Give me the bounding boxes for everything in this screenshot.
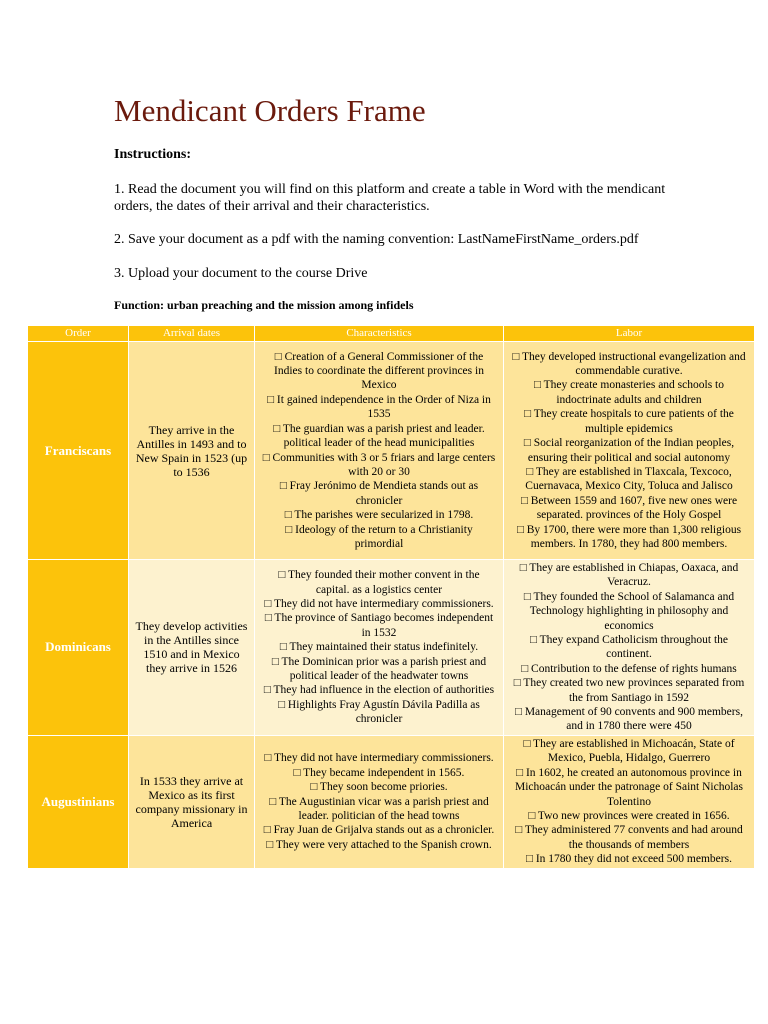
bullet-item: □ Ideology of the return to a Christianity primordial [285,523,473,550]
bullet-item: □ Creation of a General Commissioner of the Indies to coordinate the different provinces in Mexico [274,350,484,392]
bullet-item: □ Two new provinces were created in 1656. [528,809,730,822]
bullet-item: □ They create hospitals to cure patients of the multiple epidemics [524,408,734,435]
header-arrival-dates: Arrival dates [129,326,255,342]
bullet-item: □ Between 1559 and 1607, five new ones were separated. provinces of the Holy Gospel [520,494,738,522]
arrival-dates [129,560,255,736]
labor-list [506,350,752,552]
characteristics-list [257,751,501,852]
bullet-item: □ They founded the School of Salamanca and Technology highlighting in philosophy and economics [523,590,735,632]
bullet-item: □ In 1780 they did not exceed 500 members. [526,853,732,866]
characteristics-list [257,350,501,552]
arrival-text: They arrive in the Antilles in 1493 and to New Spain in 1523 (up to 1536 [135,422,248,479]
bullet-item: □ The Dominican prior was a parish priest and political leader of the headwater towns [271,655,487,683]
bullet-item: □ Management of 90 convents and 900 members, and in 1780 there were 450 [515,706,743,733]
bullet-item: □ They created two new provinces separated from the from Santiago in 1592 [513,677,745,704]
instruction-step-3: 3. Upload your document to the course Drive [114,266,368,281]
bullet-item: □ They expand Catholicism throughout the continent. [529,634,729,661]
bullet-item: □ Highlights Fray Agustín Dávila Padilla as chronicler [278,698,480,726]
bullet-item: □ The Augustinian vicar was a parish priest and leader. politician of the head towns [269,795,489,822]
bullet-item: □ They did not have intermediary commissioners. [264,598,494,611]
bullet-item: □ Fray Jerónimo de Mendieta stands out as chronicler [279,480,479,507]
bullet-item: □ The parishes were secularized in 1798. [284,509,474,522]
bullet-item: □ Contribution to the defense of rights humans [521,662,737,675]
bullet-item: □ They are established in Michoacán, State of Mexico, Puebla, Hidalgo, Guerrero [523,737,735,765]
bullet-item: □ They soon become priories. [310,781,448,794]
order-name: Franciscans [28,342,129,560]
bullet-item: □ They are established in Tlaxcala, Texcoco, Cuernavaca, Mexico City, Toluca and Jalisco [525,465,733,493]
labor-cell [504,342,755,560]
bullet-item: □ They did not have intermediary commissioners. [264,752,494,765]
instruction-step-1: 1. Read the document you will find on this platform and create a table in Word with the mendicant orders, the dates of their arrival and their characteristics. [114,182,666,214]
characteristics-cell [255,735,504,868]
bullet-item: □ They founded their mother convent in the capital. as a logistics center [278,569,480,596]
arrival-text: In 1533 they arrive at Mexico as its first company missionary in America [135,773,248,830]
bullet-item: □ They became independent in 1565. [293,766,465,779]
bullet-item: □ They were very attached to the Spanish crown. [266,838,492,851]
bullet-item: □ In 1602, he created an autonomous province in Michoacán under the patronage of Saint Nicholas Tolentino [514,766,743,808]
page-title: Mendicant Orders Frame [114,93,426,128]
bullet-item: □ By 1700, there were more than 1,300 religious members. In 1780, they had 800 members. [516,523,742,550]
table-row-augustinians [28,735,755,868]
bullet-item: □ They developed instructional evangelization and commendable curative. [512,350,746,378]
labor-cell [504,560,755,736]
table-row-dominicans [28,560,755,736]
characteristics-cell [255,560,504,736]
instruction-step-2: 2. Save your document as a pdf with the naming convention: LastNameFirstName_orders.pdf [114,232,639,247]
bullet-item: □ Communities with 3 or 5 friars and large centers with 20 or 30 [262,451,496,478]
arrival-dates [129,342,255,560]
orders-table [27,325,755,869]
arrival-text: They develop activities in the Antilles since 1510 and in Mexico they arrive in 1526 [135,619,248,676]
bullet-item: □ They had influence in the election of authorities [263,684,495,697]
bullet-item: □ They administered 77 convents and had around the thousands of members [515,824,743,851]
bullet-item: □ The province of Santiago becomes independent in 1532 [264,612,494,639]
bullet-item: □ The guardian was a parish priest and leader. political leader of the head municipalities [273,422,485,450]
order-name: Augustinians [28,735,129,868]
labor-list [506,737,752,867]
function-line: Function: urban preaching and the mission among infidels [114,298,414,312]
bullet-item: □ It gained independence in the Order of Niza in 1535 [267,393,491,421]
bullet-item: □ Fray Juan de Grijalva stands out as a chronicler. [263,824,495,837]
labor-cell [504,735,755,868]
characteristics-cell [255,342,504,560]
bullet-item: □ Social reorganization of the Indian peoples, ensuring their political and social autonomy [523,437,735,464]
header-characteristics: Characteristics [255,326,504,342]
arrival-dates [129,735,255,868]
labor-list [506,561,752,734]
header-labor: Labor [504,326,755,342]
table-header-row [28,326,755,342]
characteristics-list [257,568,501,726]
bullet-item: □ They are established in Chiapas, Oaxaca, and Veracruz. [519,562,739,589]
table-row-franciscans [28,342,755,560]
order-name: Dominicans [28,560,129,736]
bullet-item: □ They create monasteries and schools to indoctrinate adults and children [533,379,725,406]
instructions-heading: Instructions: [114,147,192,162]
bullet-item: □ They maintained their status indefinitely. [279,641,479,654]
header-order: Order [28,326,129,342]
